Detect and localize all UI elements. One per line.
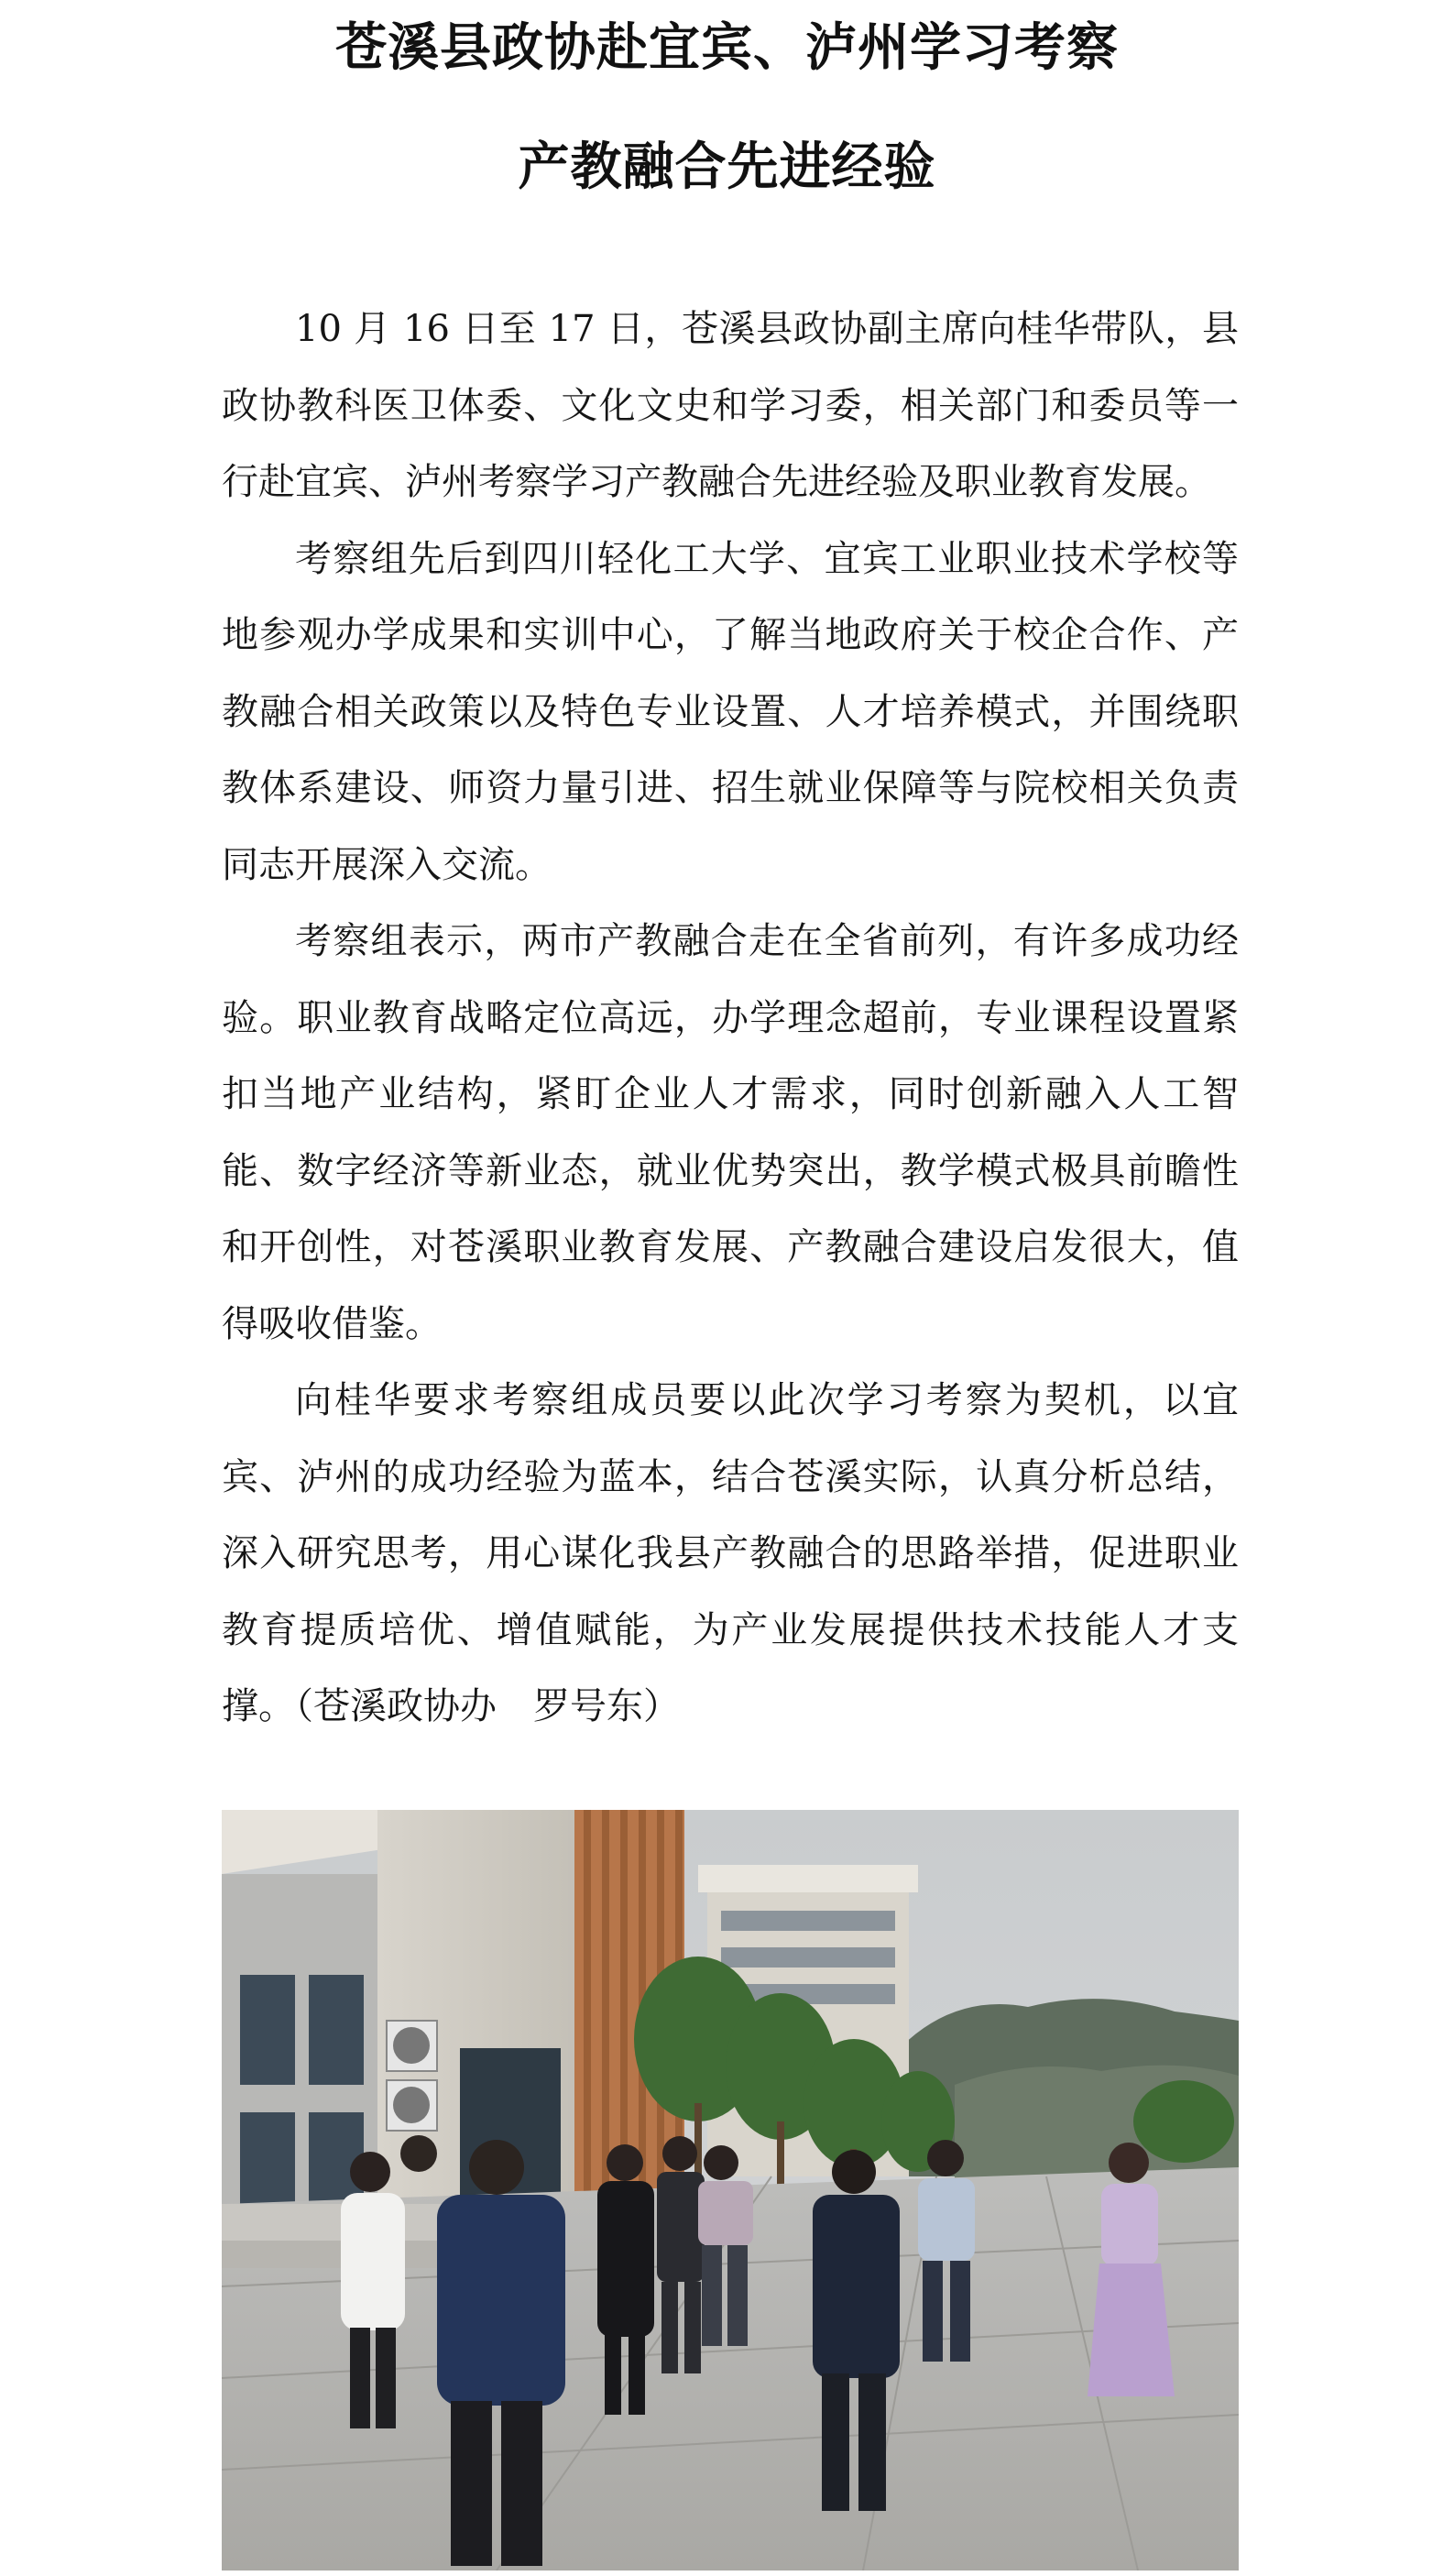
- paragraph-3: 考察组表示，两市产教融合走在全省前列，有许多成功经验。职业教育战略定位高远，办学理念超前，专业课程设置紧扣当地产业结构，紧盯企业人才需求，同时创新融入人工智能、数字经济等新业态，就业优势突出，教学模式极具前瞻性和开创性，对苍溪职业教育发展、产教融合建设启发很大，值得吸收借鉴。: [222, 920, 1239, 1345]
- article-title-line-2: 产教融合先进经验: [518, 137, 936, 197]
- paragraph-1: 10 月 16 日至 17 日，苍溪县政协副主席向桂华带队，县政协教科医卫体委、文化文史和学习委，相关部门和委员等一行赴宜宾、泸州考察学习产教融合先进经验及职业教育发展。: [222, 308, 1239, 503]
- group-visit-photo: [222, 1810, 1239, 2571]
- article-title-line-1: 苍溪县政协赴宜宾、泸州学习考察: [335, 18, 1119, 78]
- paragraph-2: 考察组先后到四川轻化工大学、宜宾工业职业技术学校等地参观办学成果和实训中心，了解当地政府关于校企合作、产教融合相关政策以及特色专业设置、人才培养模式，并围绕职教体系建设、师资力量引进、招生就业保障等与院校相关负责同志开展深入交流。: [222, 537, 1239, 886]
- paragraph-4: 向桂华要求考察组成员要以此次学习考察为契机，以宜宾、泸州的成功经验为蓝本，结合苍溪实际，认真分析总结，深入研究思考，用心谋化我县产教融合的思路举措，促进职业教育提质培优、增值赋能，为产业发展提供技术技能人才支撑。（苍溪政协办 罗号东）: [222, 1379, 1239, 1727]
- article-body: [222, 291, 1239, 1746]
